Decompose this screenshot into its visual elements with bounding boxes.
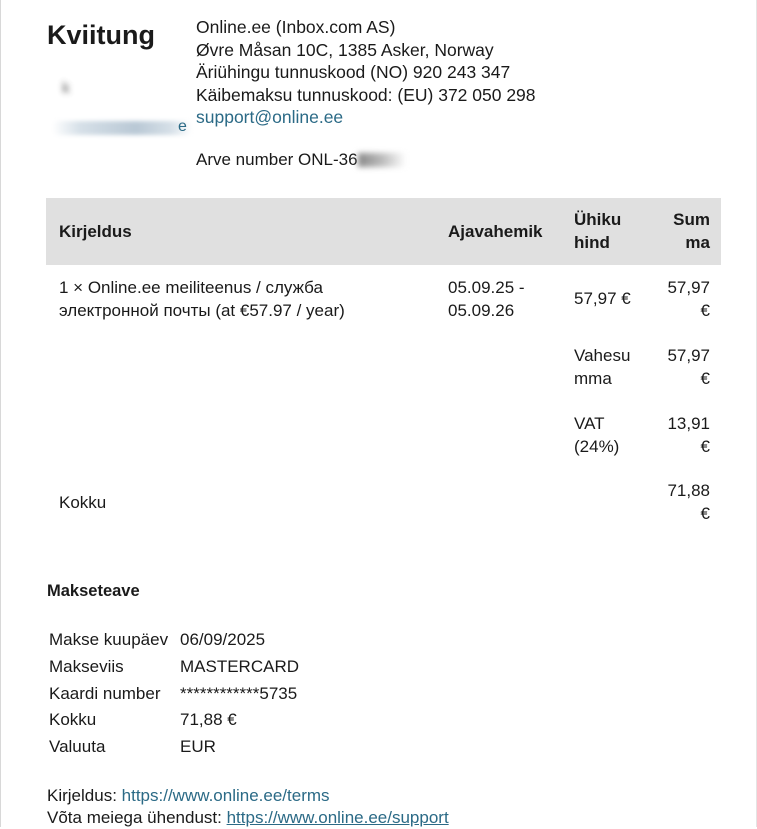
- payment-total-value: 71,88 €: [180, 710, 237, 730]
- item-sum-line2: €: [700, 301, 710, 320]
- payment-total-label: Kokku: [49, 710, 97, 730]
- total-label: Kokku: [59, 493, 107, 512]
- item-sum-line1: 57,97: [667, 278, 710, 297]
- table-row: [49, 680, 299, 707]
- header-unit-price-line1: Ühiku: [574, 210, 622, 229]
- company-vat-code: Käibemaksu tunnuskood: (EU) 372 050 298: [196, 84, 536, 105]
- payment-method-label: Makseviis: [49, 657, 124, 677]
- header-sum: [673, 208, 710, 254]
- item-period-line1: 05.09.25 -: [448, 278, 525, 297]
- currency-label: Valuuta: [49, 737, 106, 757]
- customer-name-fragment: k: [62, 80, 70, 97]
- item-unit-price: 57,97 €: [574, 289, 631, 308]
- contact-label: Võta meiega ühendust:: [47, 808, 222, 827]
- subtotal-value-line2: €: [700, 369, 710, 388]
- subtotal-label-line1: Vahesu: [574, 346, 631, 365]
- support-link[interactable]: https://www.online.ee/support: [226, 808, 449, 827]
- customer-email-fragment: e: [178, 118, 187, 135]
- company-name: Online.ee (Inbox.com AS): [196, 17, 396, 37]
- vat-label-line1: VAT: [574, 414, 605, 433]
- page-border-left: [0, 0, 1, 827]
- payment-method-value: MASTERCARD: [180, 657, 300, 677]
- vat-label-line2: (24%): [574, 437, 620, 456]
- item-period: [448, 276, 525, 322]
- header-period: Ajavahemik: [448, 222, 543, 241]
- invoice-number: [196, 150, 406, 170]
- footer-contact-line: [47, 807, 449, 829]
- invoice-number-redacted: [358, 153, 406, 167]
- payment-section-title: Makseteave: [47, 582, 140, 600]
- subtotal-label-line2: mma: [574, 369, 612, 388]
- currency-value: EUR: [180, 737, 216, 757]
- terms-link[interactable]: https://www.online.ee/terms: [121, 786, 330, 805]
- header-sum-line1: Sum: [673, 210, 710, 229]
- header-description: Kirjeldus: [59, 222, 132, 241]
- table-row: [49, 627, 299, 654]
- footer: [47, 785, 449, 829]
- total-value: [667, 479, 710, 525]
- payment-date-value: 06/09/2025: [180, 630, 266, 650]
- item-description-line2: электронной почты (at €57.97 / year): [59, 301, 345, 320]
- terms-label: Kirjeldus:: [47, 786, 117, 805]
- card-number-value: ************5735: [180, 683, 298, 703]
- payment-info-table: [49, 627, 299, 760]
- customer-email-redacted: [52, 121, 192, 135]
- subtotal-label: [574, 344, 630, 390]
- table-row: [49, 707, 299, 734]
- total-value-line1: 71,88: [667, 481, 710, 500]
- company-business-code: Äriühingu tunnuskood (NO) 920 243 347: [196, 62, 511, 82]
- invoice-number-label: Arve number ONL-36: [196, 150, 358, 169]
- subtotal-value-line1: 57,97: [667, 346, 710, 365]
- item-period-line2: 05.09.26: [448, 301, 515, 320]
- total-value-line2: €: [700, 504, 710, 523]
- vat-value-line1: 13,91: [667, 414, 710, 433]
- item-description-line1: 1 × Online.ee meiliteenus / служба: [59, 278, 323, 297]
- support-email-link[interactable]: support@online.ee: [196, 107, 344, 127]
- item-description: [59, 276, 345, 322]
- customer-name-redacted: [62, 80, 124, 96]
- vat-value-line2: €: [700, 437, 710, 456]
- payment-date-label: Makse kuupäev: [49, 630, 169, 650]
- vat-value: [667, 412, 710, 458]
- company-address: Øvre Måsan 10C, 1385 Asker, Norway: [196, 39, 494, 60]
- header-sum-line2: ma: [685, 233, 710, 252]
- table-row: [49, 734, 299, 761]
- vat-label: [574, 412, 619, 458]
- receipt-title: Kviitung: [47, 20, 155, 50]
- card-number-label: Kaardi number: [49, 683, 161, 703]
- company-info: [196, 16, 536, 129]
- subtotal-value: [667, 344, 710, 390]
- header-unit-price-line2: hind: [574, 233, 610, 252]
- item-sum: [667, 276, 710, 322]
- footer-terms-line: [47, 785, 449, 807]
- table-row: [49, 654, 299, 681]
- header-unit-price: [574, 208, 621, 254]
